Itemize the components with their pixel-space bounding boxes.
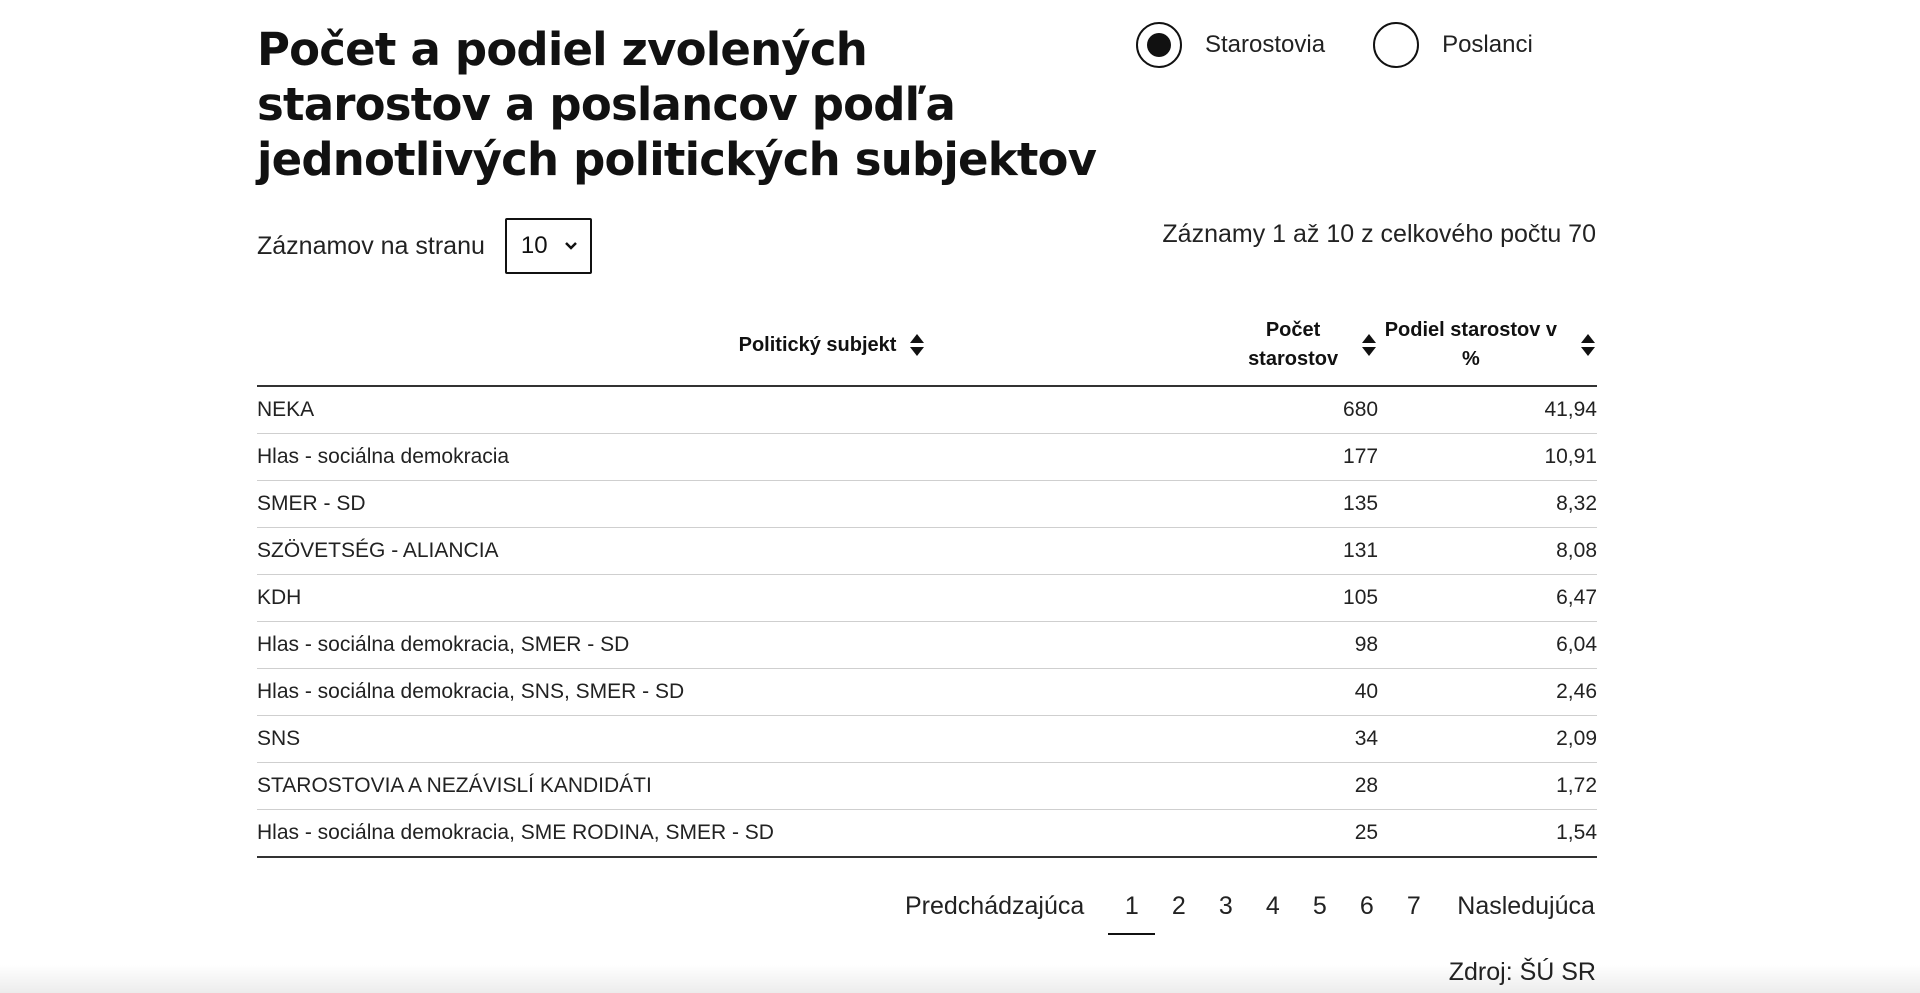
cell-share: 1,72 [1378,763,1597,810]
column-header-subject-label: Politický subjekt [738,333,897,356]
cell-subject: SMER - SD [257,481,1248,528]
cell-subject: NEKA [257,386,1248,434]
pagination [905,878,1595,935]
bottom-fade [0,965,1920,993]
records-per-page-label: Záznamov na stranu [257,231,485,260]
cell-share: 6,04 [1378,622,1597,669]
cell-share: 8,32 [1378,481,1597,528]
cell-share: 2,46 [1378,669,1597,716]
column-header-share-line1: Podiel starostov v [1384,319,1557,341]
chevron-down-icon [564,241,578,251]
sort-icon[interactable] [1360,331,1378,359]
pagination-page[interactable]: 7 [1406,892,1421,920]
table-row [257,575,1597,622]
cell-share: 6,47 [1378,575,1597,622]
table-row [257,386,1597,434]
cell-subject: STAROSTOVIA A NEZÁVISLÍ KANDIDÁTI [257,763,1248,810]
cell-share: 10,91 [1378,434,1597,481]
cell-subject: SZÖVETSÉG - ALIANCIA [257,528,1248,575]
cell-subject: Hlas - sociálna demokracia, SNS, SMER - SD [257,669,1248,716]
cell-share: 2,09 [1378,716,1597,763]
cell-share: 41,94 [1378,386,1597,434]
pagination-page[interactable]: 4 [1265,892,1280,920]
radio-starostovia[interactable] [1136,22,1325,68]
table-row [257,763,1597,810]
column-header-share-line2: % [1461,348,1480,370]
cell-count: 25 [1248,810,1378,858]
cell-count: 40 [1248,669,1378,716]
table-row [257,528,1597,575]
records-info: Záznamy 1 až 10 z celkového počtu 70 [1162,220,1596,248]
cell-subject: Hlas - sociálna demokracia, SMER - SD [257,622,1248,669]
cell-count: 105 [1248,575,1378,622]
cell-count: 135 [1248,481,1378,528]
column-header-share-label [1385,316,1557,374]
radio-label-poslanci: Poslanci [1442,31,1533,58]
radio-group [1136,22,1581,68]
table-row [257,810,1597,858]
table-row [257,622,1597,669]
records-per-page [257,218,592,274]
table-row [257,481,1597,528]
pagination-page[interactable]: 2 [1171,892,1186,920]
cell-count: 680 [1248,386,1378,434]
table-header-row [257,305,1597,386]
cell-subject: Hlas - sociálna demokracia [257,434,1248,481]
column-header-count[interactable] [1248,305,1378,386]
cell-count: 177 [1248,434,1378,481]
pagination-page[interactable]: 6 [1359,892,1374,920]
column-header-subject[interactable] [257,305,1248,386]
column-header-count-label [1248,316,1338,374]
records-per-page-value: 10 [520,232,548,259]
column-header-count-line1: Počet [1265,319,1321,341]
sort-icon[interactable] [1579,331,1597,359]
pagination-page[interactable]: 5 [1312,892,1327,920]
column-header-count-line2: starostov [1248,348,1339,370]
cell-subject: SNS [257,716,1248,763]
radio-circle[interactable] [1373,22,1419,68]
pagination-page-current[interactable]: 1 [1108,892,1155,935]
cell-count: 131 [1248,528,1378,575]
records-per-page-select[interactable] [505,218,592,274]
source-note: Zdroj: ŠÚ SR [1448,958,1596,986]
radio-label-starostovia: Starostovia [1205,31,1326,58]
pagination-previous[interactable]: Predchádzajúca [905,892,1085,920]
page-title: Počet a podiel zvolených starostov a poslancov podľa jednotlivých politických subjektov [257,23,1097,186]
cell-count: 34 [1248,716,1378,763]
sort-icon[interactable] [908,331,926,359]
cell-subject: Hlas - sociálna demokracia, SME RODINA, SMER - SD [257,810,1248,858]
radio-dot [1147,33,1171,57]
results-table [257,305,1597,858]
cell-count: 28 [1248,763,1378,810]
table-row [257,716,1597,763]
pagination-next[interactable]: Nasledujúca [1457,892,1595,920]
pagination-page[interactable]: 3 [1218,892,1233,920]
cell-share: 1,54 [1378,810,1597,858]
table-row [257,669,1597,716]
cell-subject: KDH [257,575,1248,622]
table-row [257,434,1597,481]
radio-poslanci[interactable] [1373,22,1533,68]
cell-share: 8,08 [1378,528,1597,575]
column-header-share[interactable] [1378,305,1597,386]
radio-circle-selected[interactable] [1136,22,1182,68]
cell-count: 98 [1248,622,1378,669]
